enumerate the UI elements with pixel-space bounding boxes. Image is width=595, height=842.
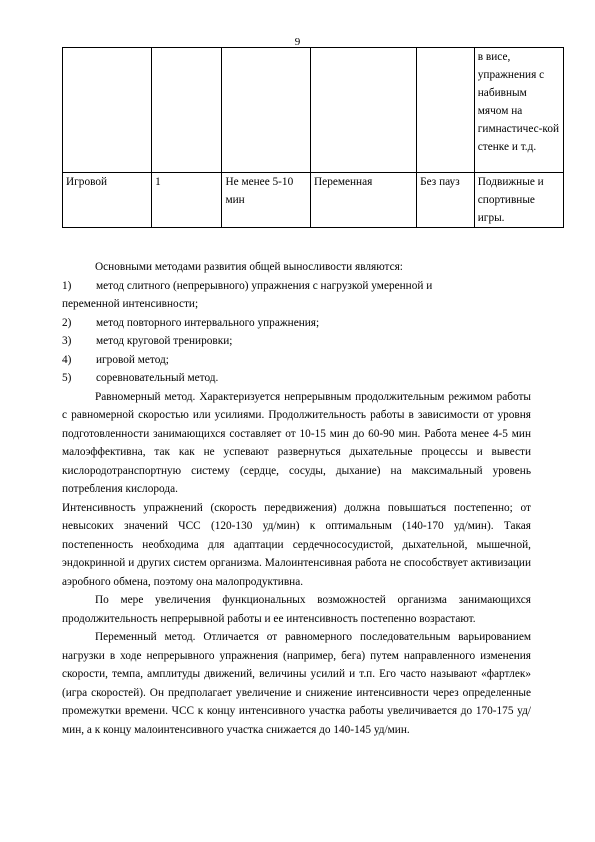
table-cell: Подвижные и спортивные игры. xyxy=(474,173,563,228)
list-continuation: переменной интенсивности; xyxy=(62,298,199,310)
list-item xyxy=(62,314,531,333)
table-cell: Не менее 5-10 мин xyxy=(222,173,311,228)
list-text: метод круговой тренировки; xyxy=(96,335,233,347)
table-row xyxy=(63,173,564,228)
paragraph: Переменный метод. Отличается от равномерного последовательным варьированием нагрузки в ходе непрерывного упражнения (например, бега) путем направленного изменения скорости, темпа, амплитуды движений, величины усилий и т.п. Его часто называют «фартлек» (игра скоростей). Он предполагает увеличение и снижение интенсивности через определенные промежутки времени. ЧСС к концу интенсивного участка работы увеличивается до 170-175 уд/мин, а к концу малоинтенсивного участка снижается до 140-145 уд/мин. xyxy=(62,631,531,736)
body-text xyxy=(62,258,531,739)
list-number: 1) xyxy=(62,279,72,292)
list-number: 4) xyxy=(62,353,72,366)
table-cell: 1 xyxy=(152,173,222,228)
table-cell xyxy=(63,48,152,173)
table-row xyxy=(63,48,564,173)
table-cell xyxy=(311,48,417,173)
table-cell: Игровой xyxy=(63,173,152,228)
list-text: метод слитного (непрерывного) упражнения с нагрузкой умеренной и xyxy=(96,279,433,292)
list-text: метод повторного интервального упражнения; xyxy=(96,316,320,329)
table-cell xyxy=(222,48,311,173)
list-text: соревновательный метод. xyxy=(96,372,219,384)
list-item xyxy=(62,277,531,296)
list-number: 3) xyxy=(62,335,72,347)
intro-paragraph: Основными методами развития общей выносливости являются: xyxy=(95,261,403,273)
paragraph: Интенсивность упражнений (скорость передвижения) должна повышаться постепенно; от невысоких значений ЧСС (120-130 уд/мин) к оптимальным (140-170 уд/мин). Такая постепенность необходима для адаптации сердечнососудистой, дыхательной, мышечной, эндокринной и других систем организма. Малоинтенсивная работа не способствует активизации аэробного обмена, поэтому она малопродуктивна. xyxy=(62,501,531,588)
table-cell: Переменная xyxy=(311,173,417,228)
table-cell: в висе, упражнения с набивным мячом на гимнастичес-кой стенке и т.д. xyxy=(474,48,563,173)
list-number: 2) xyxy=(62,316,72,329)
list-number: 5) xyxy=(62,372,72,384)
page-number: 9 xyxy=(294,36,301,48)
table-cell: Без пауз xyxy=(417,173,475,228)
paragraph: По мере увеличения функциональных возможностей организма занимающихся продолжительность непрерывной работы и ее интенсивность постепенно возрастают. xyxy=(62,594,531,625)
table-cell xyxy=(417,48,475,173)
list-item xyxy=(62,369,531,388)
paragraph: Равномерный метод. Характеризуется непрерывным продолжительным режимом работы с равномерной скоростью или усилиями. Продолжительность работы в зависимости от уровня подготовленности занимающихся составляет от 10-15 мин до 60-90 мин. Работа менее 4-5 мин малоэффективна, так как не успевают развернуться дыхательные процессы и вывести кислородотранспортную систему (сердце, сосуды, дыхание) на максимальный уровень потребления кислорода. xyxy=(62,390,531,495)
list-item xyxy=(62,351,531,370)
methods-table xyxy=(62,47,564,228)
list-item xyxy=(62,332,531,351)
table-cell xyxy=(152,48,222,173)
list-text: игровой метод; xyxy=(96,353,169,366)
